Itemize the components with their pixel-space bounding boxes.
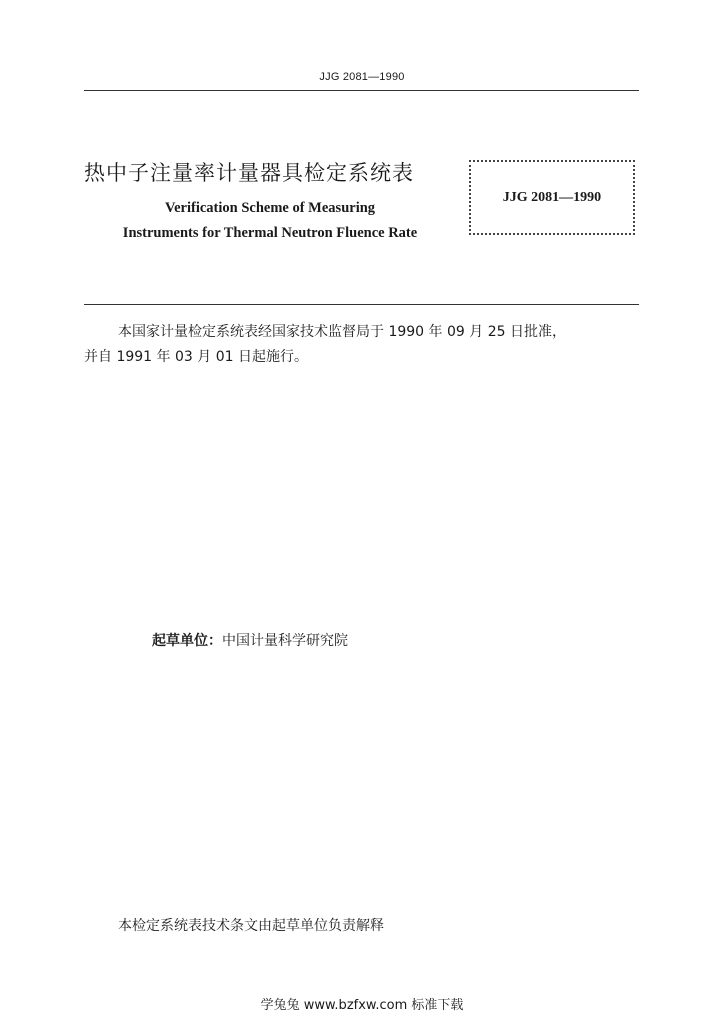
- title-divider: [84, 304, 639, 305]
- drafting-organization-label: 起草单位：: [152, 633, 222, 649]
- standard-code-box-text: JJG 2081—1990: [502, 189, 602, 205]
- footer-watermark-text: 学兔兔 www.bzfxw.com 标准下载: [260, 998, 464, 1013]
- standard-code-box: [469, 160, 635, 235]
- header-standard-code: JJG 2081—1990: [319, 71, 405, 83]
- document-title-english-line1: Verification Scheme of Measuring: [164, 200, 376, 216]
- interpretation-note: 本检定系统表技术条文由起草单位负责解释: [118, 918, 384, 934]
- document-title-chinese: 热中子注量率计量器具检定系统表: [84, 161, 414, 185]
- approval-statement: [84, 320, 640, 370]
- document-title-english-line2: Instruments for Thermal Neutron Fluence Rate: [122, 225, 418, 241]
- header-divider: [84, 90, 639, 91]
- approval-line-1: 本国家计量检定系统表经国家技术监督局于 1990 年 09 月 25 日批准，: [118, 324, 566, 340]
- drafting-organization: [152, 630, 348, 650]
- approval-line-2: 并自 1991 年 03 月 01 日起施行。: [84, 349, 308, 365]
- drafting-organization-value: 中国计量科学研究院: [222, 633, 348, 649]
